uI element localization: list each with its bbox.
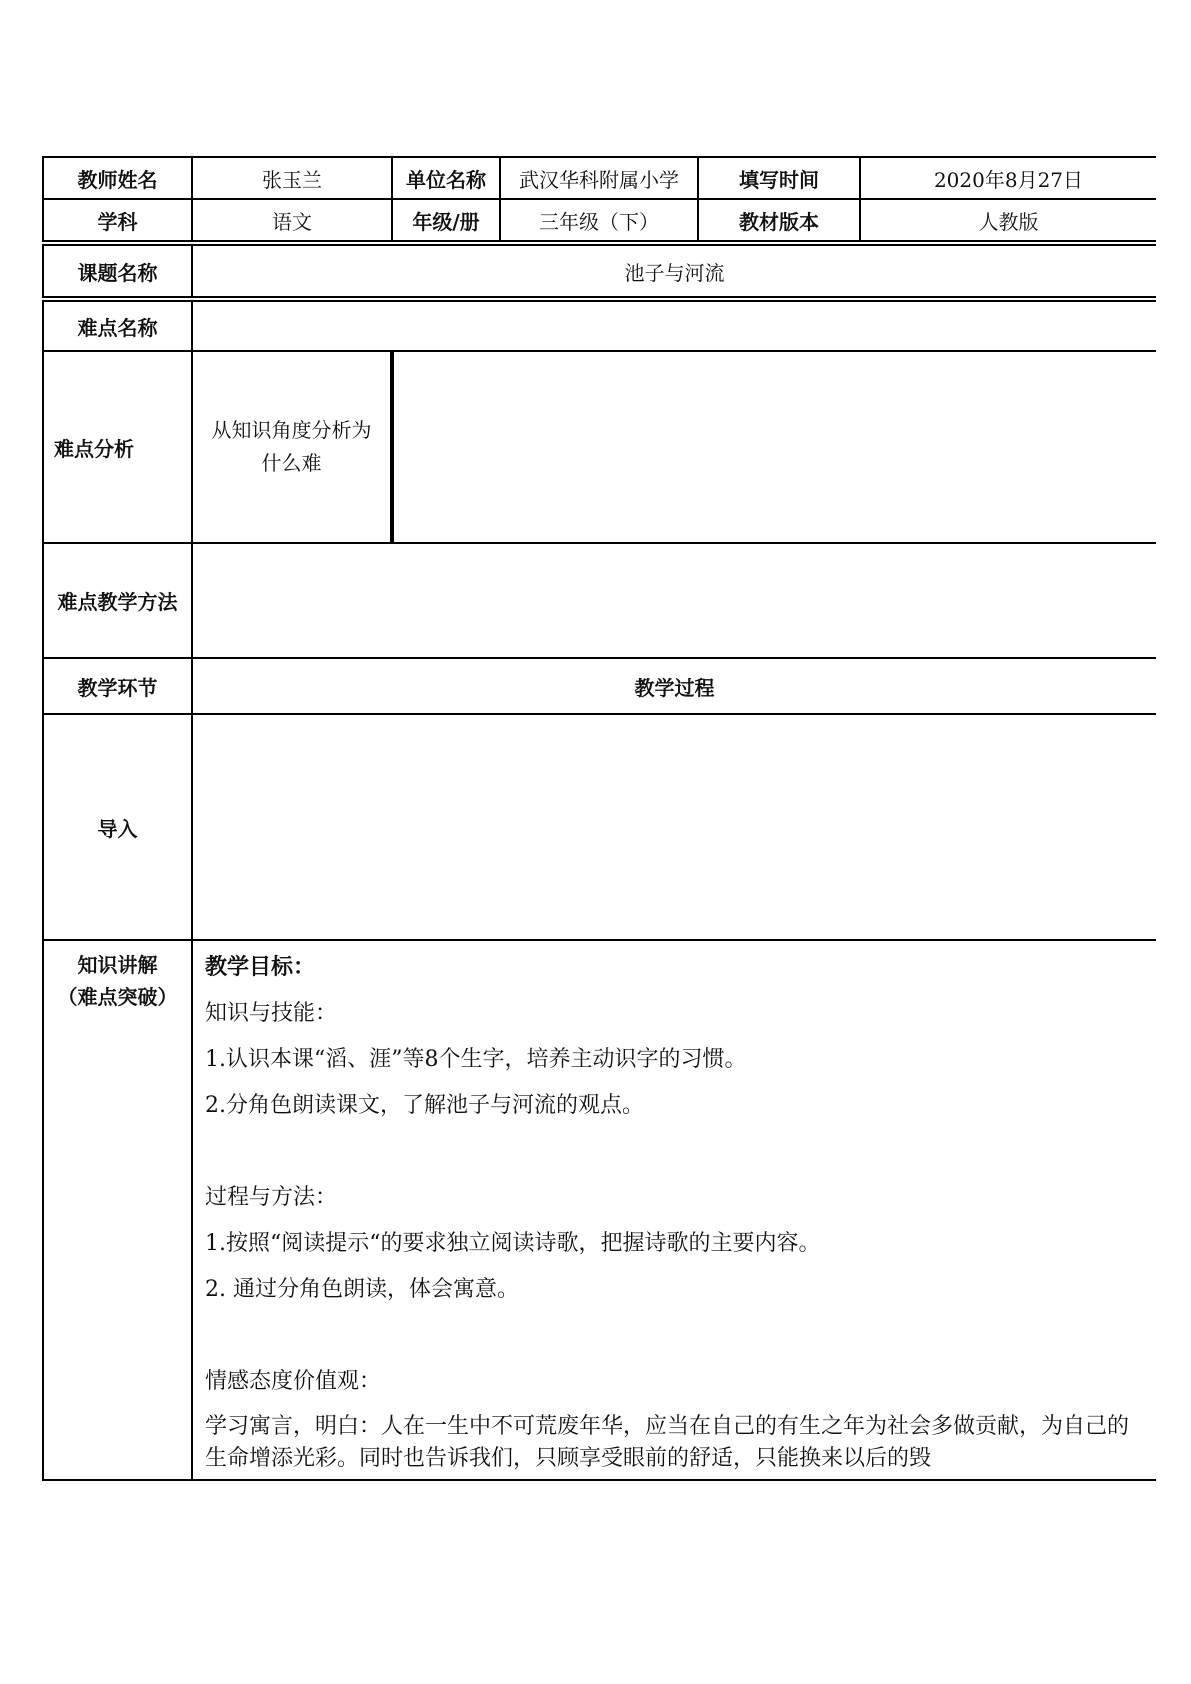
- goals-title: 教学目标：: [205, 955, 316, 980]
- process-header-label: 教学环节: [43, 658, 192, 714]
- emotion-title: 情感态度价值观：: [205, 1369, 382, 1394]
- process-title: 过程与方法：: [205, 1185, 338, 1210]
- analysis-label: 难点分析: [43, 351, 192, 543]
- grade-label: 年级/册: [392, 199, 500, 241]
- topic-label: 课题名称: [43, 245, 192, 297]
- difficulty-label: 难点名称: [43, 301, 192, 351]
- process-header-row: [43, 658, 1156, 714]
- intro-label: 导入: [43, 714, 192, 940]
- emotion-text: 学习寓言，明白：人在一生中不可荒废年华，应当在自己的有生之年为社会多做贡献，为自己的生命增添光彩。同时也告诉我们，只顾享受眼前的舒适，只能换来以后的毁: [205, 1414, 1130, 1471]
- subject-label: 学科: [43, 199, 192, 241]
- teacher-name-value: 张玉兰: [192, 157, 392, 199]
- blank-line: [205, 1129, 1144, 1175]
- subject-value: 语文: [192, 199, 392, 241]
- intro-row: [43, 714, 1156, 940]
- unit-value: 武汉华科附属小学: [500, 157, 698, 199]
- fill-time-value: 2020年8月27日: [860, 157, 1156, 199]
- textbook-label: 教材版本: [698, 199, 860, 241]
- header-row-1: [43, 157, 1156, 199]
- fill-time-label: 填写时间: [698, 157, 860, 199]
- knowledge-label: [43, 940, 192, 1480]
- intro-value: [192, 714, 1156, 940]
- knowledge-row: [43, 940, 1156, 1480]
- knowledge-content: [192, 940, 1156, 1480]
- lesson-plan-table: [42, 156, 1156, 1481]
- header-row-2: [43, 199, 1156, 241]
- method-label: 难点教学方法: [43, 543, 192, 658]
- knowledge-label-line2: （难点突破）: [57, 985, 178, 1009]
- knowledge-label-line1: 知识讲解: [77, 953, 158, 977]
- textbook-value: 人教版: [860, 199, 1156, 241]
- difficulty-row: [43, 301, 1156, 351]
- topic-value: 池子与河流: [192, 245, 1156, 297]
- topic-row: [43, 245, 1156, 297]
- method-row: [43, 543, 1156, 658]
- grade-value: 三年级（下）: [500, 199, 698, 241]
- process-header-value: 教学过程: [192, 658, 1156, 714]
- unit-label: 单位名称: [392, 157, 500, 199]
- skills-title: 知识与技能：: [205, 1001, 338, 1026]
- skills-item-2: 2.分角色朗读课文，了解池子与河流的观点。: [205, 1093, 644, 1118]
- process-item-2: 2. 通过分角色朗读，体会寓意。: [205, 1277, 519, 1302]
- process-item-1: 1.按照“阅读提示“的要求独立阅读诗歌，把握诗歌的主要内容。: [205, 1231, 821, 1256]
- analysis-value: [392, 351, 1156, 543]
- blank-line: [205, 1313, 1144, 1359]
- method-value: [192, 543, 1156, 658]
- teacher-name-label: 教师姓名: [43, 157, 192, 199]
- difficulty-value: [192, 301, 1156, 351]
- lesson-plan-sheet: [42, 156, 1156, 1526]
- skills-item-1: 1.认识本课“滔、涯”等8个生字，培养主动识字的习惯。: [205, 1047, 747, 1072]
- analysis-sub-label: 从知识角度分析为什么难: [192, 351, 392, 543]
- analysis-row: [43, 351, 1156, 543]
